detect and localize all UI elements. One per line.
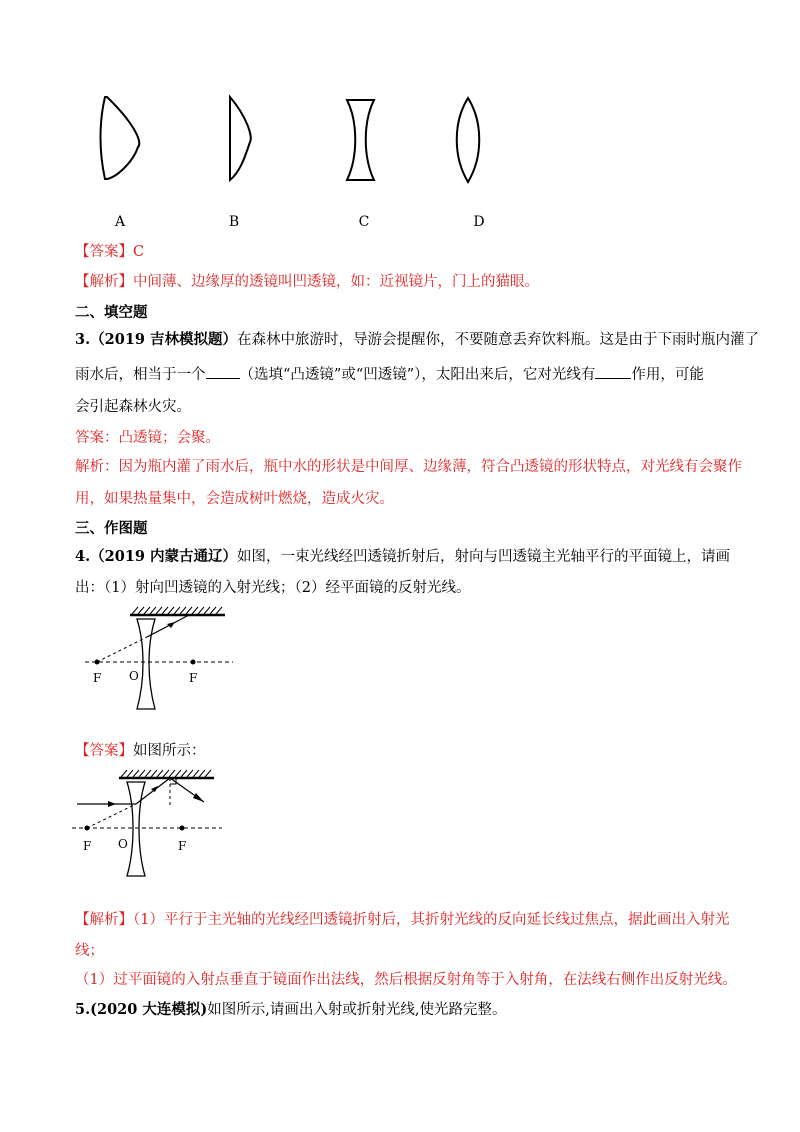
- label-f-left: F: [93, 671, 102, 685]
- q4-source: （2019 内蒙古通辽）: [90, 548, 238, 565]
- q3-source: （2019 吉林模拟题）: [90, 331, 238, 348]
- q3-line2-a: 雨水后，相当于一个: [75, 367, 206, 383]
- q4-analysis-line-1: [75, 909, 729, 931]
- q2-analysis: [75, 271, 539, 293]
- q3-number: 3.: [75, 331, 91, 348]
- focal-point-right: [191, 660, 196, 665]
- q4-line-1: [75, 546, 730, 568]
- q3-analysis-line-1: 解析：因为瓶内灌了雨水后，瓶中水的形状是中间厚、边缘薄，符合凸透镜的形状特点，对光线有会聚作: [75, 459, 742, 475]
- q4-question-figure: [85, 605, 245, 715]
- mirror-hatching: [132, 607, 222, 614]
- section-title-drawing: 三、作图题: [75, 520, 148, 537]
- incident-arrow: [108, 801, 116, 807]
- lens-label-a: A: [114, 214, 126, 230]
- focal-point-left: [95, 660, 100, 665]
- q4-analysis-text-1: （1）平行于主光轴的光线经凹透镜折射后，其折射光线的反向延长线过焦点，据此画出入射光: [133, 912, 730, 928]
- lens-a-shape: [101, 97, 140, 179]
- q4-answer: [75, 740, 206, 762]
- concave-lens: [127, 782, 145, 876]
- q3-line-2: [75, 364, 704, 386]
- q4-line-2: 出：（1）射向凹透镜的入射光线；（2）经平面镜的反射光线。: [75, 580, 471, 596]
- q3-line2-c: 作用，可能: [631, 367, 704, 383]
- lens-label-c: C: [358, 214, 370, 230]
- q5-number-source: 5.(2020 大连模拟): [75, 1001, 208, 1018]
- q2-analysis-text: 中间薄、边缘厚的透镜叫凹透镜，如：近视镜片，门上的猫眼。: [133, 274, 539, 290]
- q3-answer: 答案：凸透镜；会聚。: [75, 430, 220, 446]
- focal-point-right: [180, 826, 185, 831]
- label-f-left: F: [83, 839, 92, 853]
- q3-blank-2: [595, 364, 631, 379]
- q4-answer-label: 【答案】: [75, 743, 133, 759]
- q2-answer-label: 【答案】: [75, 244, 133, 260]
- lens-c-shape: [347, 100, 374, 180]
- q3-line1-text: 在森林中旅游时，导游会提醒你，不要随意丢弃饮料瓶。这是由于下雨时瓶内灌了: [237, 332, 760, 348]
- q3-line-1: [75, 329, 759, 351]
- mirror-hatching: [121, 770, 211, 777]
- q4-answer-text: 如图所示：: [133, 743, 206, 759]
- q3-analysis-line-2: 用，如果热量集中，会造成树叶燃烧，造成火灾。: [75, 491, 394, 507]
- label-o: O: [118, 837, 128, 851]
- q4-number: 4.: [75, 548, 91, 565]
- concave-lens: [137, 619, 155, 709]
- label-o: O: [129, 669, 139, 683]
- q5-line: [75, 999, 506, 1021]
- lens-label-b: B: [228, 214, 240, 230]
- q4-analysis-line-2: 线；: [75, 943, 104, 959]
- label-f-right: F: [178, 839, 187, 853]
- q2-answer: [75, 241, 144, 263]
- lens-label-d: D: [473, 214, 485, 230]
- q4-line1-text: 如图，一束光线经凹透镜折射后，射向与凹透镜主光轴平行的平面镜上，请画: [237, 549, 731, 565]
- q4-analysis-label: 【解析】: [75, 912, 133, 928]
- q3-line-3: 会引起森林火灾。: [75, 399, 191, 415]
- q4-answer-figure: [72, 768, 232, 883]
- reflected-arrow: [193, 793, 204, 802]
- q4-analysis-line-3: （1）过平面镜的入射点垂直于镜面作出法线，然后根据反射角等于入射角，在法线右侧作出反射光线。: [75, 972, 737, 988]
- q5-text: 如图所示,请画出入射或折射光线,使光路完整。: [207, 1002, 507, 1018]
- q3-blank-1: [206, 364, 240, 379]
- ray-extension: [87, 804, 136, 828]
- ray-arrow: [167, 622, 175, 628]
- lens-shapes-figure: [95, 92, 515, 192]
- label-f-right: F: [189, 671, 198, 685]
- section-title-fill-blank: 二、填空题: [75, 304, 148, 321]
- ray-extension: [97, 637, 147, 662]
- q3-line2-b: （选填“凸透镜”或“凹透镜”），太阳出来后，它对光线有: [239, 367, 596, 383]
- lens-d-shape: [457, 98, 480, 182]
- focal-point-left: [85, 826, 90, 831]
- q2-answer-value: C: [133, 244, 145, 260]
- q2-analysis-label: 【解析】: [75, 274, 133, 290]
- lens-b-shape: [230, 97, 251, 180]
